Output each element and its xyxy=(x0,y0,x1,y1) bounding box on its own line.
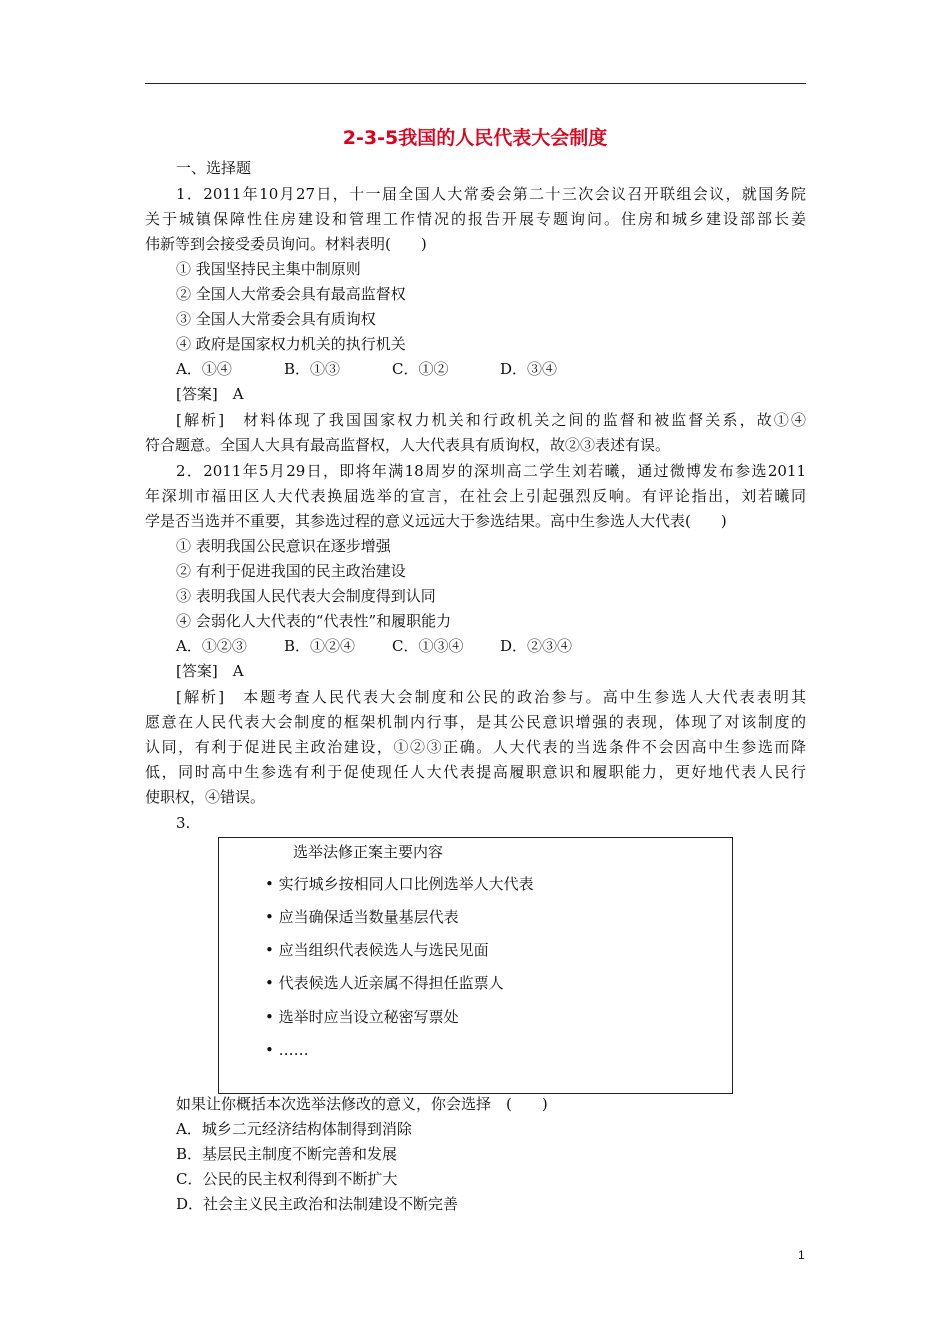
q1-option-a: A．①④ xyxy=(176,360,232,378)
q1-item: ② 全国人大常委会具有最高监督权 xyxy=(176,285,406,303)
q2-options xyxy=(176,636,608,656)
q2-analysis-line: 认同，有利于促进民主政治建设，①②③正确。人大代表的当选条件不会因高中生参选而降 xyxy=(145,738,806,756)
q2-answer: [答案] A xyxy=(176,662,244,680)
q2-item: ② 有利于促进我国的民主政治建设 xyxy=(176,562,406,580)
page-title: 2-3-5我国的人民代表大会制度 xyxy=(342,127,608,149)
q2-analysis-line: 愿意在人民代表大会制度的框架机制内行事，是其公民意识增强的表现，体现了对该制度的 xyxy=(145,713,806,731)
q3-choice-a: A．城乡二元经济结构体制得到消除 xyxy=(176,1120,412,1138)
q1-stem-line: 1．2011年10月27日，十一届全国人大常委会第二十三次会议召开联组会议，就国务院 xyxy=(176,185,806,203)
header-rule xyxy=(145,83,806,84)
q1-answer: [答案] A xyxy=(176,385,244,403)
q2-analysis-line: 低，同时高中生参选有利于促使现任人大代表提高履职意识和履职能力，更好地代表人民行 xyxy=(145,763,806,781)
q3-stem: 如果让你概括本次选举法修改的意义，你会选择 ( ) xyxy=(176,1095,548,1113)
page-number: 1 xyxy=(798,1248,805,1262)
q3-number: 3. xyxy=(176,814,191,832)
amendment-item: • 选举时应当设立秘密写票处 xyxy=(265,1008,459,1026)
amendment-item: • 应当确保适当数量基层代表 xyxy=(265,908,459,926)
q2-option-b: B．①②④ xyxy=(284,637,356,655)
q3-choice-d: D．社会主义民主政治和法制建设不断完善 xyxy=(176,1195,459,1213)
q2-item: ④ 会弱化人大代表的“代表性”和履职能力 xyxy=(176,612,452,630)
q2-option-c: C．①③④ xyxy=(392,637,464,655)
q1-stem-line: 关于城镇保障性住房建设和管理工作情况的报告开展专题询问。住房和城乡建设部部长姜 xyxy=(145,210,806,228)
q1-option-b: B．①③ xyxy=(284,360,341,378)
q2-stem-line: 年深圳市福田区人大代表换届选举的宣言，在社会上引起强烈反响。有评论指出，刘若曦同 xyxy=(145,487,806,505)
q1-stem-line: 伟新等到会接受委员询问。材料表明( ) xyxy=(145,235,427,253)
amendment-item: • …… xyxy=(265,1041,309,1059)
section-heading: 一、选择题 xyxy=(176,159,252,177)
q1-analysis-line: 符合题意。全国人大具有最高监督权，人大代表具有质询权，故②③表述有误。 xyxy=(145,436,671,454)
q2-analysis-line: [解析] 本题考查人民代表大会制度和公民的政治参与。高中生参选人大代表表明其 xyxy=(176,688,806,706)
q1-item: ① 我国坚持民主集中制原则 xyxy=(176,260,361,278)
q3-choice-c: C．公民的民主权利得到不断扩大 xyxy=(176,1170,398,1188)
amendment-item: • 代表候选人近亲属不得担任监票人 xyxy=(265,974,504,992)
q2-item: ③ 表明我国人民代表大会制度得到认同 xyxy=(176,587,436,605)
q3-choice-b: B．基层民主制度不断完善和发展 xyxy=(176,1145,398,1163)
q1-analysis-line: [解析] 材料体现了我国国家权力机关和行政机关之间的监督和被监督关系，故①④ xyxy=(176,411,806,429)
q2-option-d: D．②③④ xyxy=(500,637,573,655)
q1-option-d: D．③④ xyxy=(500,360,558,378)
q1-item: ④ 政府是国家权力机关的执行机关 xyxy=(176,335,406,353)
q2-item: ① 表明我国公民意识在逐步增强 xyxy=(176,537,391,555)
q2-option-a: A．①②③ xyxy=(176,637,247,655)
q2-stem-line: 2．2011年5月29日，即将年满18周岁的深圳高二学生刘若曦，通过微博发布参选2011 xyxy=(176,462,806,480)
q1-item: ③ 全国人大常委会具有质询权 xyxy=(176,310,376,328)
q1-options xyxy=(176,359,608,379)
amendment-box-title: 选举法修正案主要内容 xyxy=(293,843,444,861)
q1-option-c: C．①② xyxy=(392,360,449,378)
q2-analysis-line: 使职权，④错误。 xyxy=(145,788,266,806)
q2-stem-line: 学是否当选并不重要，其参选过程的意义远远大于参选结果。高中生参选人大代表( ) xyxy=(145,512,727,530)
amendment-item: • 应当组织代表候选人与选民见面 xyxy=(265,941,489,959)
amendment-item: • 实行城乡按相同人口比例选举人大代表 xyxy=(265,875,534,893)
